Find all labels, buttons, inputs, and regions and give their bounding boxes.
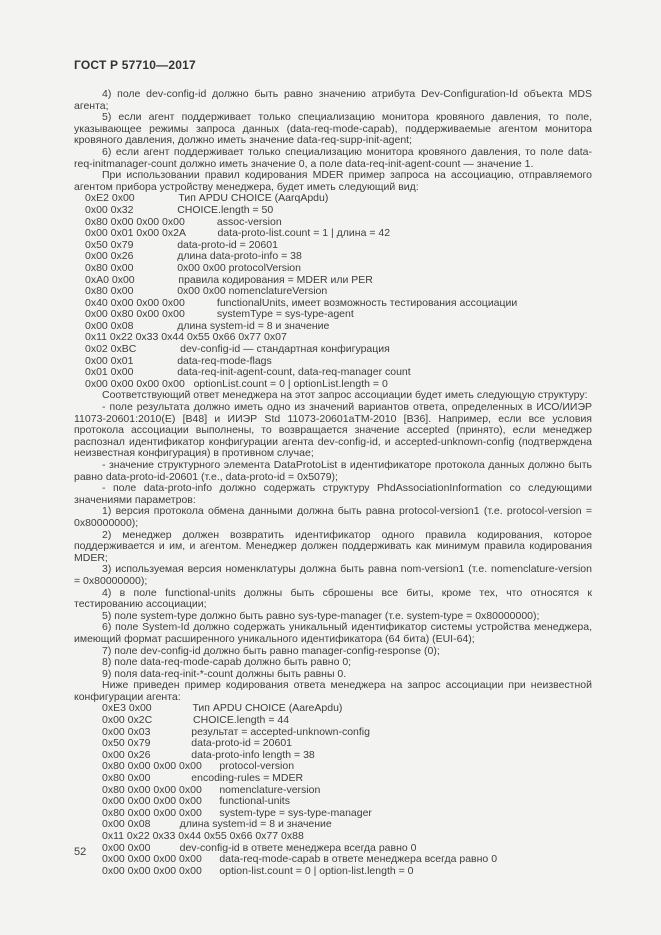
paragraph: 6) если агент поддерживает только специализацию монитора кровяного давления, то поле data-req-initmanager-count должно иметь значение 0, а поле data-req-init-agent-count — значение 1. <box>74 145 592 170</box>
hex-line: 0x00 0x00 0x00 0x00 functional-units <box>102 795 290 808</box>
hex-line: 0x80 0x00 0x00 0x00 system-type = sys-type-manager <box>102 806 372 819</box>
hex-line: 0x01 0x00 data-req-init-agent-count, data-req-manager count <box>85 366 411 379</box>
hex-line: 0x80 0x00 0x00 0x00 protocolVersion <box>85 261 301 274</box>
paragraph: 1) версия протокола обмена данными должна быть равна protocol-version1 (т.е. protocol-version = 0x80000000); <box>74 505 592 529</box>
hex-line: 0x00 0x01 0x00 0x2A data-proto-list.count = 1 | длина = 42 <box>85 227 391 240</box>
paragraph: 5) поле system-type должно быть равно sys-type-manager (т.е. system-type = 0x80000000); <box>102 609 540 622</box>
hex-line: 0x00 0x32 CHOICE.length = 50 <box>85 203 274 216</box>
paragraph: 5) если агент поддерживает только специализацию монитора кровяного давления, то поле, указывающее режимы запроса данных (data-req-mode-capab), поддерживаемые агентом монитора кровяного давления, должно иметь значение data-req-supp-init-agent; <box>74 111 592 147</box>
hex-line: 0x00 0x2C CHOICE.length = 44 <box>102 714 290 727</box>
paragraph: 6) поле System-Id должно содержать уникальный идентификатор системы устройства менеджера, имеющий формат расширенного уникального идентификатора (64 бита) (EUI-64); <box>74 621 592 645</box>
hex-line: 0x11 0x22 0x33 0x44 0x55 0x66 0x77 0x07 <box>85 331 287 344</box>
hex-line: 0x02 0xBC dev-config-id — стандартная конфигурация <box>85 343 390 356</box>
hex-line: 0x80 0x00 0x00 0x00 protocol-version <box>102 760 295 773</box>
hex-line: 0x00 0x01 data-req-mode-flags <box>85 354 272 367</box>
page-number: 52 <box>74 846 87 858</box>
page-header: ГОСТ Р 57710—2017 <box>74 58 196 72</box>
hex-line: 0x40 0x00 0x00 0x00 functionalUnits, имеет возможность тестирования ассоциации <box>85 296 518 309</box>
paragraph: - значение структурного элемента DataProtoList в идентификаторе протокола данных должно быть равно data-proto-id-20601 (т.е., data-proto-id = 0x5079); <box>74 459 592 483</box>
paragraph: 2) менеджер должен возвратить идентификатор одного правила кодирования, которое поддерживается и им, и агентом. Менеджер должен поддерживать как минимум правила кодирования MDER; <box>74 528 592 564</box>
hex-line: 0x00 0x00 0x00 0x00 optionList.count = 0 | optionList.length = 0 <box>85 377 388 390</box>
hex-line: 0x50 0x79 data-proto-id = 20601 <box>85 238 278 251</box>
paragraph: 4) в поле functional-units должны быть сброшены все биты, кроме тех, что относятся к тестированию ассоциации; <box>74 586 592 611</box>
hex-line: 0xA0 0x00 правила кодирования = MDER или PER <box>85 273 373 286</box>
document-body <box>74 89 592 877</box>
hex-line: 0xE2 0x00 Тип APDU CHOICE (AarqApdu) <box>85 192 329 205</box>
hex-line: 0x80 0x00 0x00 0x00 nomenclatureVersion <box>85 285 328 298</box>
hex-line: 0x00 0x03 результат = accepted-unknown-config <box>102 725 370 738</box>
paragraph: 3) используемая версия номенклатуры должна быть равна nom-version1 (т.е. nomenclature-version = 0x80000000); <box>74 563 592 587</box>
paragraph: 8) поле data-req-mode-capab должно быть равно 0; <box>102 656 352 669</box>
hex-line: 0x00 0x00 0x00 0x00 option-list.count = 0 | option-list.length = 0 <box>102 864 414 877</box>
paragraph: - поле data-proto-info должно содержать структуру PhdAssociationInformation со следующими значениями параметров: <box>74 482 592 506</box>
hex-line: 0x00 0x80 0x00 0x00 systemType = sys-type-agent <box>85 308 354 321</box>
hex-line: 0x00 0x00 dev-config-id в ответе менеджера всегда равно 0 <box>102 841 417 854</box>
paragraph: Соответствующий ответ менеджера на этот запрос ассоциации будет иметь следующую структуру: <box>102 389 588 402</box>
paragraph: - поле результата должно иметь одно из значений вариантов ответа, определенных в ИСО/ИИЭР 11073-20601:2010(E) [B48] и ИИЭР Std 11073-20601aTM-2010 [B36]. Например, если все условия протокола ассоциации выполнены, то возвращается значение accepted (принято), если менеджер распознал идентификатор конфигурации агента dev-config-id, и accepted-unknown-config (подтверждена неизвестная конфигурация) в противном случае; <box>74 401 592 460</box>
paragraph: 9) поля data-req-init-*-count должны быть равны 0. <box>102 667 347 680</box>
hex-line: 0x11 0x22 0x33 0x44 0x55 0x66 0x77 0x88 <box>102 830 304 842</box>
hex-line: 0x50 0x79 data-proto-id = 20601 <box>102 737 292 750</box>
hex-line: 0x00 0x08 длина system-id = 8 и значение <box>102 818 332 831</box>
hex-line: 0x00 0x00 0x00 0x00 data-req-mode-capab в ответе менеджера всегда равно 0 <box>102 853 498 866</box>
hex-line: 0x80 0x00 encoding-rules = MDER <box>102 772 304 785</box>
paragraph: Ниже приведен пример кодирования ответа менеджера на запрос ассоциации при неизвестной конфигурации агента: <box>74 679 592 703</box>
hex-line: 0x00 0x26 data-proto-info length = 38 <box>102 748 315 761</box>
hex-line: 0x00 0x26 длина data-proto-info = 38 <box>85 250 302 263</box>
hex-line: 0xE3 0x00 Тип APDU CHOICE (AareApdu) <box>102 702 343 715</box>
paragraph: При использовании правил кодирования MDER пример запроса на ассоциацию, отправляемого агентом прибора устройству менеджера, будет иметь следующий вид: <box>74 169 592 193</box>
paragraph: 4) поле dev-config-id должно быть равно значению атрибута Dev-Configuration-Id объекта MDS агента; <box>74 88 592 112</box>
hex-line: 0x80 0x00 0x00 0x00 nomenclature-version <box>102 783 321 796</box>
hex-line: 0x80 0x00 0x00 0x00 assoc-version <box>85 215 282 228</box>
hex-line: 0x00 0x08 длина system-id = 8 и значение <box>85 319 330 332</box>
paragraph: 7) поле dev-config-id должно быть равно manager-config-response (0); <box>102 644 440 657</box>
